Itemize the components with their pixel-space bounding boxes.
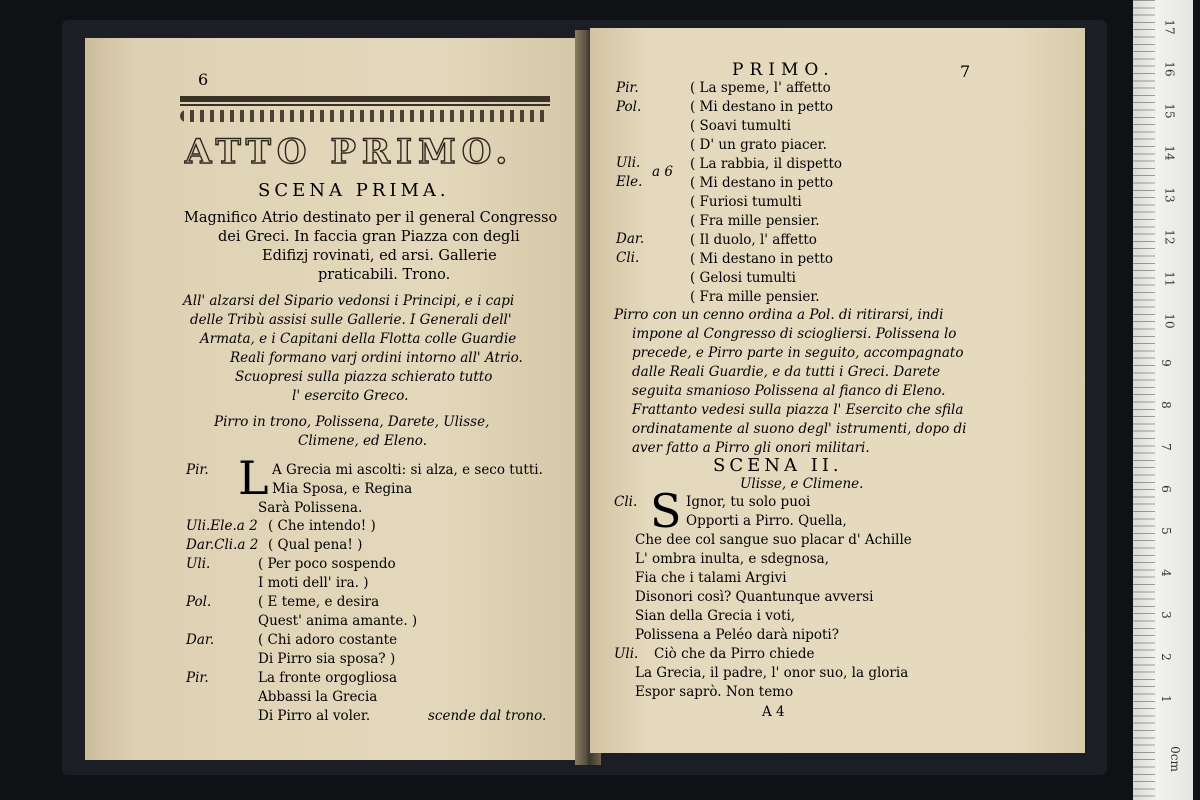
- cast-line: Ulisse, e Climene.: [740, 476, 864, 492]
- speaker-label: Uli.: [616, 155, 641, 171]
- ruler-number: 12: [1162, 229, 1177, 245]
- stage-direction-line: dalle Reali Guardie, e da tutti i Greci. Darete: [632, 364, 941, 380]
- ruler-number: 15: [1162, 103, 1177, 119]
- verse-line: Sian della Grecia i voti,: [635, 608, 796, 624]
- setting-line: Edifizj rovinati, ed arsi. Gallerie: [262, 248, 497, 264]
- speaker-label: Uli.Ele.a 2: [186, 518, 258, 534]
- speaker-label: Pir.: [616, 80, 639, 96]
- verse-line: ( Che intendo! ): [268, 518, 376, 534]
- setting-line: praticabili. Trono.: [318, 267, 451, 283]
- speaker-label: Cli.: [614, 494, 638, 510]
- verse-line: Polissena a Peléo darà nipoti?: [635, 627, 839, 643]
- verse-line: ( Soavi tumulti: [690, 118, 791, 134]
- verse-line: Di Pirro sia sposa? ): [258, 651, 396, 667]
- stage-direction-line: Scuopresi sulla piazza schierato tutto: [235, 369, 493, 385]
- verse-line: ( Furiosi tumulti: [690, 194, 802, 210]
- right-page-number: 7: [960, 62, 971, 81]
- verse-line: Mia Sposa, e Regina: [272, 481, 413, 497]
- ruler-number: 5: [1158, 527, 1173, 535]
- verse-line: Ignor, tu solo puoi: [686, 494, 811, 510]
- ruler-number: 13: [1162, 187, 1177, 203]
- stage-direction-inline: scende dal trono.: [428, 708, 547, 724]
- verse-line: ( Gelosi tumulti: [690, 270, 796, 286]
- ruler-number: 16: [1162, 61, 1177, 77]
- verse-line: ( E teme, e desira: [258, 594, 380, 610]
- verse-line: ( Il duolo, l' affetto: [690, 232, 817, 248]
- speaker-label: Dar.: [616, 231, 645, 247]
- stage-direction-line: precede, e Pirro parte in seguito, accompagnato: [632, 345, 964, 361]
- drop-cap: L: [238, 451, 269, 505]
- ruler-ticks: [1133, 0, 1155, 800]
- verse-line: Ciò che da Pirro chiede: [654, 646, 815, 662]
- verse-line: I moti dell' ira. ): [258, 575, 369, 591]
- verse-line: L' ombra inulta, e sdegnosa,: [635, 551, 829, 567]
- ruler-number: 14: [1162, 145, 1177, 161]
- verse-line: Disonori così? Quantunque avversi: [635, 589, 874, 605]
- ruler-number: 3: [1158, 611, 1173, 619]
- cast-line: Pirro in trono, Polissena, Darete, Ulisse,: [214, 414, 490, 430]
- speaker-label: Dar.Cli.a 2: [186, 537, 259, 553]
- verse-line: ( Mi destano in petto: [690, 175, 834, 191]
- setting-line: Magnifico Atrio destinato per il general Congresso: [184, 210, 558, 226]
- stage-direction-line: seguita smanioso Polissena al fianco di Eleno.: [632, 383, 946, 399]
- verse-line: Opporti a Pirro. Quella,: [686, 513, 847, 529]
- speaker-label: Uli.: [186, 556, 211, 572]
- stage-direction-line: All' alzarsi del Sipario vedonsi i Principi, e i capi: [183, 293, 515, 309]
- speaker-label: Pir.: [186, 670, 209, 686]
- verse-line: A Grecia mi ascolti: si alza, e seco tutti.: [272, 462, 543, 478]
- stage-direction-line: Pirro con un cenno ordina a Pol. di ritirarsi, indi: [614, 307, 944, 323]
- ruler-number: 7: [1158, 443, 1173, 451]
- ruler-number: 17: [1162, 19, 1177, 35]
- verse-line: ( Chi adoro costante: [258, 632, 398, 648]
- speaker-label: Pol.: [186, 594, 212, 610]
- ruler-number: 0cm: [1167, 746, 1182, 772]
- ruler-number: 8: [1158, 401, 1173, 409]
- ruler-number: 11: [1162, 271, 1177, 287]
- ruler-number: 1: [1158, 695, 1173, 703]
- drop-cap: S: [650, 484, 682, 538]
- stage-direction-line: Armata, e i Capitani della Flotta colle Guardie: [200, 331, 517, 347]
- verse-line: Quest' anima amante. ): [258, 613, 418, 629]
- verse-line: ( Mi destano in petto: [690, 99, 834, 115]
- verse-line: La Grecia, il padre, l' onor suo, la gloria: [635, 665, 909, 681]
- verse-line: Che dee col sangue suo placar d' Achille: [635, 532, 912, 548]
- stage-direction-line: l' esercito Greco.: [292, 388, 409, 404]
- left-page-number: 6: [198, 70, 209, 89]
- ruler-number: 9: [1158, 359, 1173, 367]
- scene-title: SCENA PRIMA.: [258, 180, 450, 201]
- ruler-number: 2: [1158, 653, 1173, 661]
- act-title: ATTO PRIMO.: [185, 132, 514, 172]
- stage-direction-line: Frattanto vedesi sulla piazza l' Esercito che sfila: [632, 402, 964, 418]
- verse-line: ( Fra mille pensier.: [690, 213, 820, 229]
- stage-direction-line: impone al Congresso di sciogliersi. Polissena lo: [632, 326, 957, 342]
- verse-line: Espor saprò. Non temo: [635, 684, 794, 700]
- verse-line: ( Qual pena! ): [268, 537, 363, 553]
- cast-line: Climene, ed Eleno.: [298, 433, 427, 449]
- speaker-label: Cli.: [616, 250, 640, 266]
- verse-line: La fronte orgogliosa: [258, 670, 398, 686]
- speaker-label: Ele.: [616, 174, 643, 190]
- ruler-number: 10: [1162, 313, 1177, 329]
- running-head: PRIMO.: [732, 60, 835, 80]
- speaker-label: Pol.: [616, 99, 642, 115]
- verse-line: ( Fra mille pensier.: [690, 289, 820, 305]
- verse-line: ( Per poco sospendo: [258, 556, 396, 572]
- verse-line: Abbassi la Grecia: [258, 689, 378, 705]
- verse-line: Sarà Polissena.: [258, 500, 363, 516]
- header-rule: [180, 96, 550, 102]
- stage-direction-line: ordinatamente al suono degl' istrumenti, dopo di: [632, 421, 967, 437]
- verse-line: Fia che i talami Argivi: [635, 570, 787, 586]
- scene-title: SCENA II.: [713, 455, 843, 476]
- header-rule-thin: [180, 104, 550, 106]
- verse-line: Di Pirro al voler.: [258, 708, 371, 724]
- stage-direction-line: aver fatto a Pirro gli onori militari.: [632, 440, 870, 456]
- ruler-number: 6: [1158, 485, 1173, 493]
- verse-line: ( Mi destano in petto: [690, 251, 834, 267]
- verse-line: ( La speme, l' affetto: [690, 80, 831, 96]
- signature-mark: A 4: [762, 704, 785, 720]
- speaker-label: Dar.: [186, 632, 215, 648]
- stage-direction-line: delle Tribù assisi sulle Gallerie. I Generali dell': [190, 312, 512, 328]
- verse-line: ( La rabbia, il dispetto: [690, 156, 843, 172]
- stage-direction-line: Reali formano varj ordini intorno all' Atrio.: [230, 350, 523, 366]
- ruler-number: 4: [1158, 569, 1173, 577]
- speaker-label: Pir.: [186, 462, 209, 478]
- verse-line: ( D' un grato piacer.: [690, 137, 827, 153]
- setting-line: dei Greci. In faccia gran Piazza con degli: [218, 229, 520, 245]
- ornamental-border: [180, 110, 550, 122]
- speaker-label: Uli.: [614, 646, 639, 662]
- ensemble-label: a 6: [652, 164, 673, 180]
